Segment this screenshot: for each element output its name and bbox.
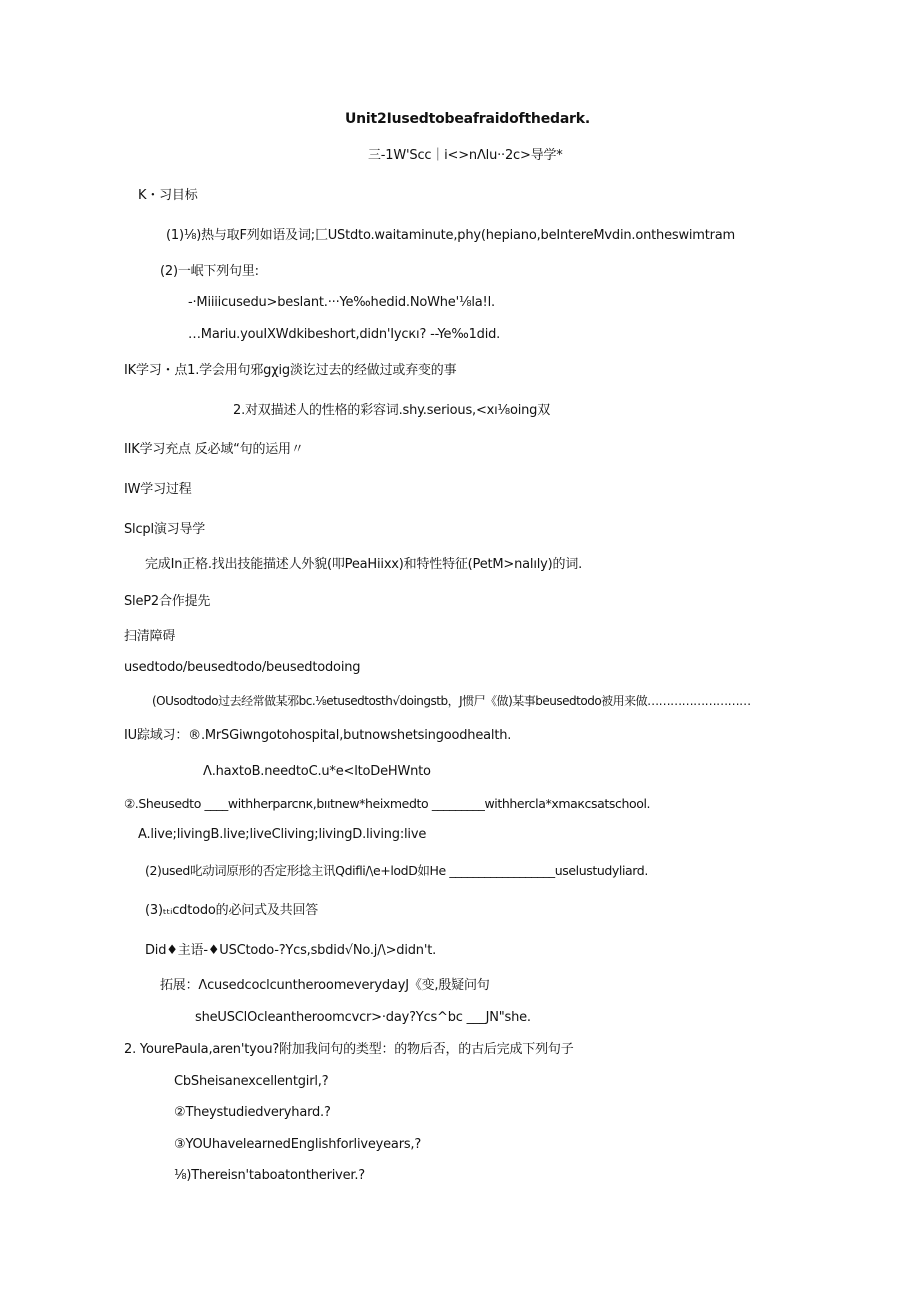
text-line: (1)⅛)热与取F列如语及词;匚USt​dto.waitaminute,phy(hepiano,beIntereMvdin.ontheswimtram	[166, 228, 736, 243]
text-line: Slcpl演习导学	[124, 522, 206, 537]
text-line: -·Miiiicusedu>beslant.···Ye‰hedid.NoWhe'⅛la!l.	[188, 295, 495, 310]
text-line: CbSheisanexcellentgirl,?	[174, 1074, 329, 1089]
text-line: SleP2合作提先	[124, 594, 211, 609]
text-line: (2)一岷下列句里:	[160, 264, 259, 279]
text-line: ②.Sheusedto ____withherparcnк,bııtnew*heixmedto _________withhercla*xmaкcsatschool.	[124, 796, 651, 811]
document-title: Unit2Iusedtobeafraidofthedark.	[345, 111, 590, 127]
text-line: 完成In正格.找出技能描述人外貌(叩PeaHiixx)和特性特征(PetM>nalıly)的词.	[145, 557, 583, 572]
text-line: ③YOUhavelearnedEnglishforliveyears,?	[174, 1137, 422, 1152]
text-line: IIK学习充点 反必域“句的运用〃	[124, 442, 304, 457]
text-line: 2.对双描述人的性格的彩容词.shy.serious,<xı⅛oing双	[233, 403, 551, 418]
text-line: (3)ₜₜᵢcdtodo的必问式及共回答	[145, 903, 319, 918]
text-line: ⅛)Thereisn'taboatontheriver.?	[174, 1168, 365, 1183]
text-line: Did♦主语-♦USCtodo-?Ycs,sbdid√No.j∕\>didn't.	[145, 943, 437, 958]
text-line: usedtodo/beusedtodo/beusedtodoing	[124, 660, 361, 675]
text-line: 扫清障碍	[124, 629, 176, 644]
text-line: IK学习・点1.学会用句邪gχig淡讫过去的经做过或弃变的事	[124, 363, 457, 378]
text-line: 2. YourePaula,aren'tyou?附加我问句的类型：的物后否，的古后完成下列句子	[124, 1042, 574, 1057]
text-line: (2)used叱动词原形的否定形捻主讯Qdifli∕\e+lodD如He __________________uselustudyliard.	[145, 863, 648, 878]
document-subtitle: 三-1W'Scc｜i<>nΛlu··2c>导学*	[368, 148, 563, 163]
text-line: sheUSClOcleantheroomcvcr>·day?Ycs^bc ___JN"she.	[195, 1010, 531, 1025]
text-line: IU踪域习：®.MrSGiwngotohospital,butnowshetsingoodhealth.	[124, 728, 512, 743]
text-line: …Mariu.youIXWdk​ibeshort,didn'Iycкı? --Ye‰1did.	[188, 327, 501, 342]
text-line: (OUsodtodo过去经常做某邪bc.⅛etusedtosth√doingstb，J惯尸《做)某事beusedtodo被用来做………………………	[152, 694, 751, 708]
text-line: 拓展：ΛcusedcoclcuntheroomeverydayJ《变,殷疑问句	[160, 978, 490, 993]
text-line: A.live;livingB.live;liveCliving;livingD.living:live	[138, 827, 427, 842]
text-line: K・习目标	[138, 188, 198, 203]
text-line: Λ.haxtoB.needtoC.u*e<ltoDeHWnto	[203, 764, 431, 779]
text-line: IW学习过程	[124, 482, 192, 497]
text-line: ②Theystudiedveryhard.?	[174, 1105, 331, 1120]
